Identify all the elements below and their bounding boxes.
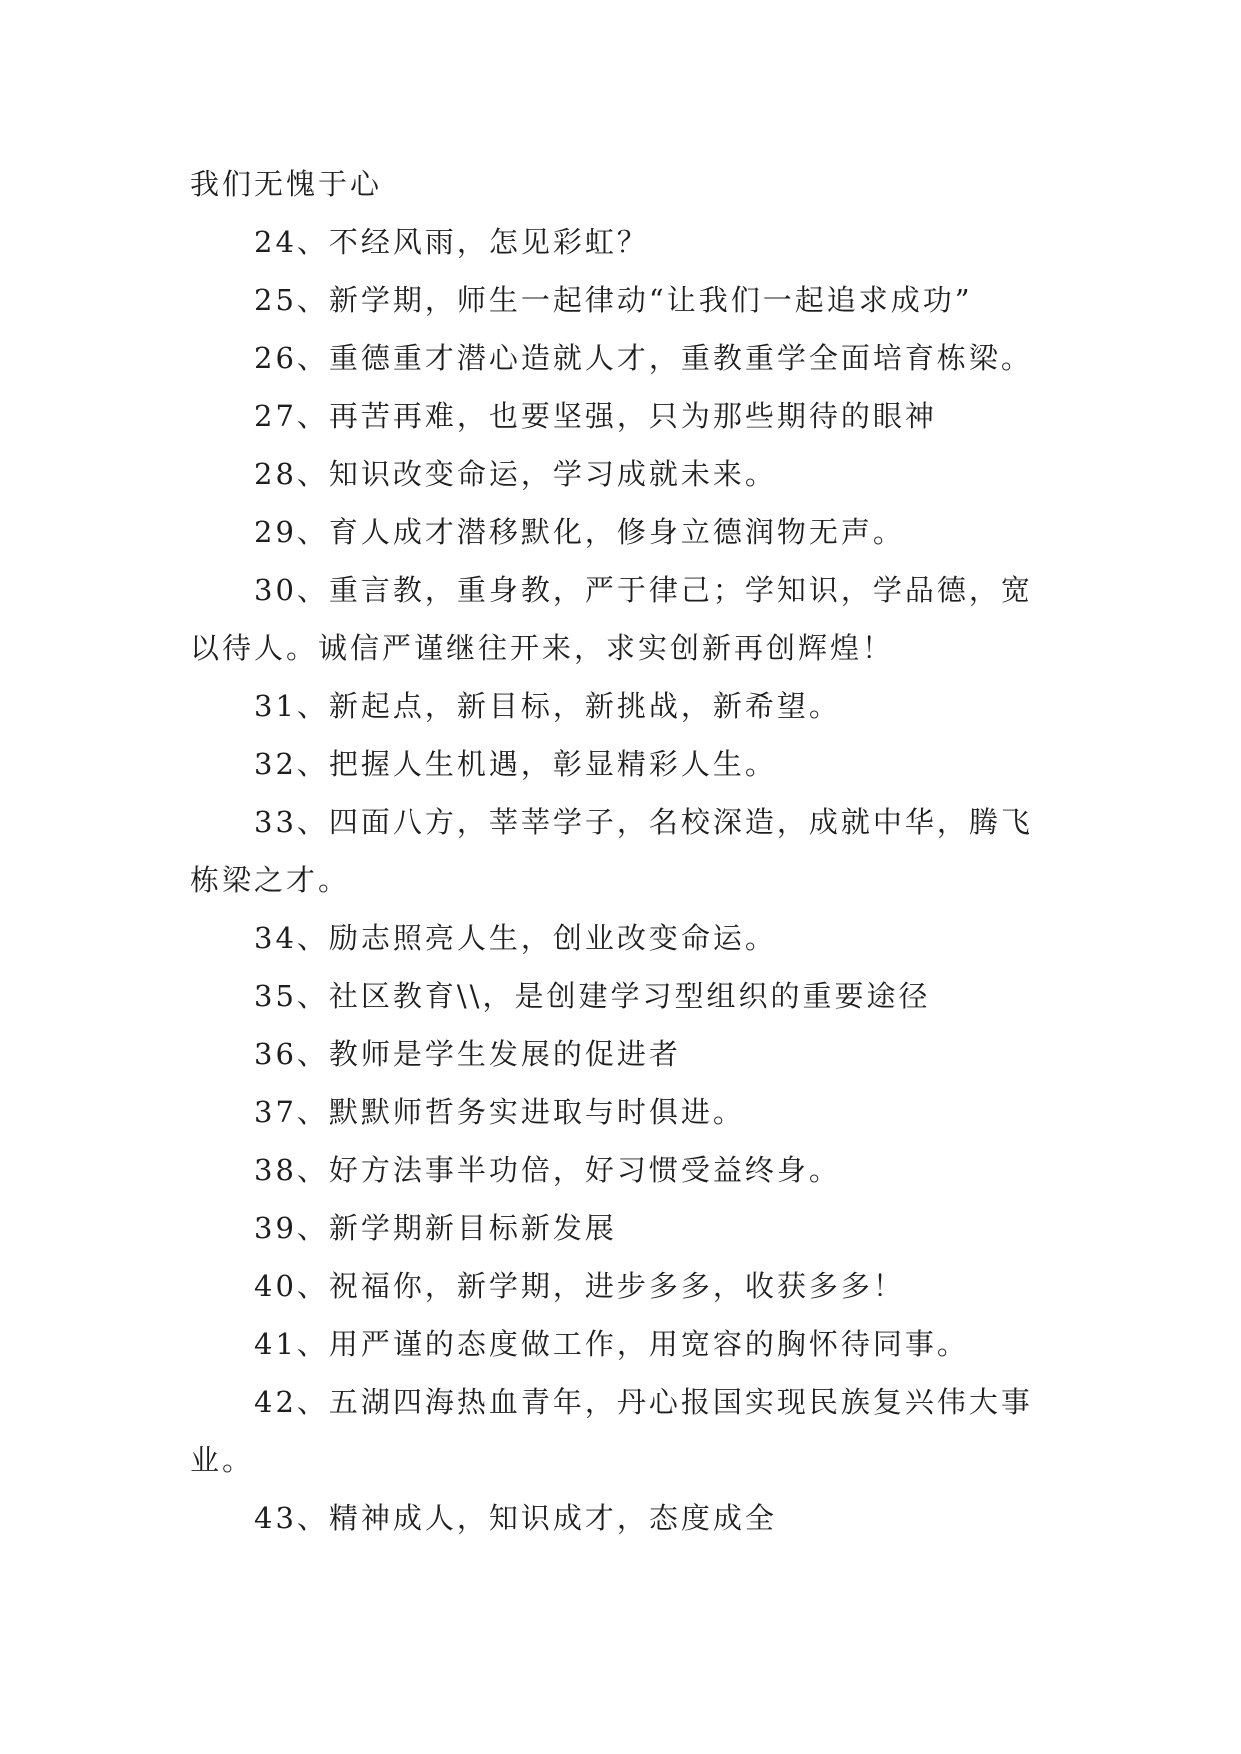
list-item: 37、默默师哲务实进取与时俱进。 <box>254 1095 745 1129</box>
list-item: 39、新学期新目标新发展 <box>254 1211 617 1245</box>
list-item: 35、社区教育\\，是创建学习型组织的重要途径 <box>254 979 931 1013</box>
list-item: 36、教师是学生发展的促进者 <box>254 1037 681 1071</box>
list-item: 26、重德重才潜心造就人才，重教重学全面培育栋梁。 <box>254 341 1033 375</box>
paragraph: 我们无愧于心 <box>190 167 383 201</box>
list-item: 29、育人成才潜移默化，修身立德润物无声。 <box>254 515 905 549</box>
list-item: 42、五湖四海热血青年，丹心报国实现民族复兴伟大事业。 <box>190 1385 1033 1477</box>
list-item: 28、知识改变命运，学习成就未来。 <box>254 457 777 491</box>
list-item: 30、重言教，重身教，严于律己；学知识，学品德，宽以待人。诚信严谨继往开来，求实创新再创辉煌！ <box>190 573 1033 665</box>
document-body <box>190 155 1060 1547</box>
list-item: 32、把握人生机遇，彰显精彩人生。 <box>254 747 777 781</box>
list-item: 40、祝福你，新学期，进步多多，收获多多！ <box>254 1269 905 1303</box>
list-item: 31、新起点，新目标，新挑战，新希望。 <box>254 689 841 723</box>
list-item: 38、好方法事半功倍，好习惯受益终身。 <box>254 1153 841 1187</box>
list-item: 34、励志照亮人生，创业改变命运。 <box>254 921 777 955</box>
list-item: 27、再苦再难，也要坚强，只为那些期待的眼神 <box>254 399 937 433</box>
list-item: 33、四面八方，莘莘学子，名校深造，成就中华，腾飞栋梁之才。 <box>190 805 1033 897</box>
list-item: 25、新学期，师生一起律动“让我们一起追求成功” <box>254 283 973 317</box>
list-item: 24、不经风雨，怎见彩虹？ <box>254 225 649 259</box>
list-item: 41、用严谨的态度做工作，用宽容的胸怀待同事。 <box>254 1327 969 1361</box>
list-item: 43、精神成人，知识成才，态度成全 <box>254 1501 777 1535</box>
